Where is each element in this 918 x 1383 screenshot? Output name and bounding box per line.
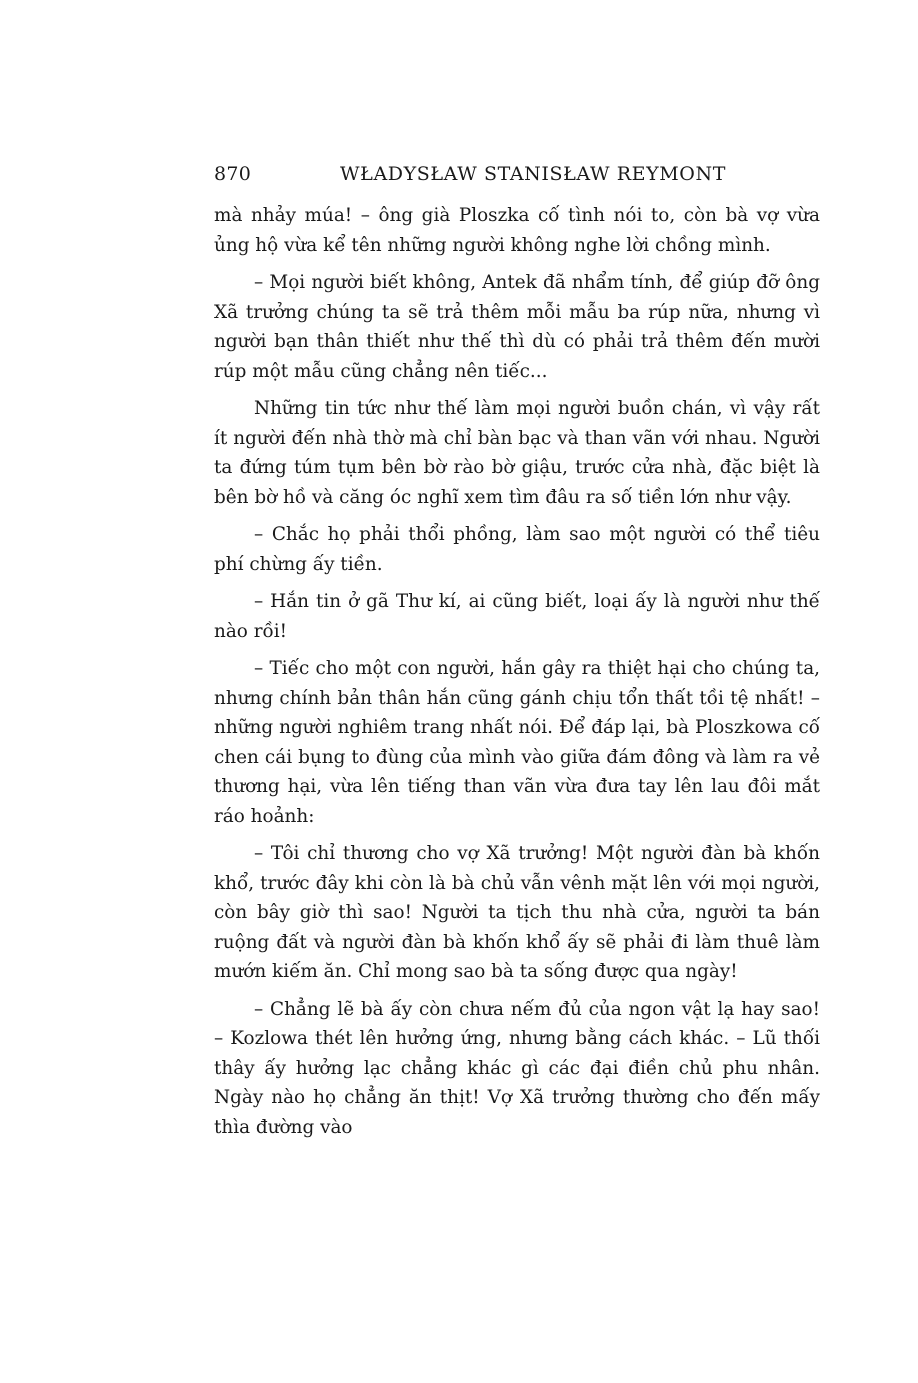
paragraph-5: – Hắn tin ở gã Thư kí, ai cũng biết, loại ấy là người như thế nào rồi!: [214, 591, 820, 642]
running-title: WŁADYSŁAW STANISŁAW REYMONT: [340, 163, 726, 185]
book-page: [214, 157, 820, 1150]
paragraph-3: Những tin tức như thế làm mọi người buồn chán, vì vậy rất ít người đến nhà thờ mà chỉ bàn bạc và than vãn với nhau. Người ta đứng túm tụm bên bờ rào bờ giậu, trước cửa nhà, đặc biệt là bên bờ hồ và căng óc nghĩ xem tìm đâu ra số tiền lớn như vậy.: [214, 398, 820, 508]
paragraph-7: – Tôi chỉ thương cho vợ Xã trưởng! Một người đàn bà khốn khổ, trước đây khi còn là bà chủ vẫn vênh mặt lên với mọi người, còn bây giờ thì sao! Người ta tịch thu nhà cửa, người ta bán ruộng đất và người đàn bà khốn khổ ấy sẽ phải đi làm thuê làm mướn kiếm ăn. Chỉ mong sao bà ta sống được qua ngày!: [214, 843, 820, 982]
page-number: 870: [214, 163, 252, 185]
page-header: [214, 157, 820, 195]
body-text: [214, 201, 820, 1142]
paragraph-4: – Chắc họ phải thổi phồng, làm sao một người có thể tiêu phí chừng ấy tiền.: [214, 524, 820, 575]
paragraph-6: – Tiếc cho một con người, hắn gây ra thiệt hại cho chúng ta, nhưng chính bản thân hắn cũng gánh chịu tổn thất tồi tệ nhất! – những người nghiêm trang nhất nói. Để đáp lại, bà Ploszkowa cố chen cái bụng to đùng của mình vào giữa đám đông và làm ra vẻ thương hại, vừa lên tiếng than vãn vừa đưa tay lên lau đôi mắt ráo hoảnh:: [214, 658, 820, 827]
paragraph-2: – Mọi người biết không, Antek đã nhẩm tính, để giúp đỡ ông Xã trưởng chúng ta sẽ trả thêm mỗi mẫu ba rúp nữa, nhưng vì người bạn thân thiết như thế thì dù có phải trả thêm đến mười rúp một mẫu cũng chẳng nên tiếc...: [214, 272, 820, 382]
paragraph-8: – Chẳng lẽ bà ấy còn chưa nếm đủ của ngon vật lạ hay sao! – Kozlowa thét lên hưởng ứng, nhưng bằng cách khác. – Lũ thối thây ấy hưởng lạc chẳng khác gì các đại điền chủ phu nhân. Ngày nào họ chẳng ăn thịt! Vợ Xã trưởng thường cho đến mấy thìa đường vào: [214, 998, 820, 1138]
paragraph-1: mà nhảy múa! – ông già Ploszka cố tình nói to, còn bà vợ vừa ủng hộ vừa kể tên những người không nghe lời chồng mình.: [214, 205, 820, 256]
